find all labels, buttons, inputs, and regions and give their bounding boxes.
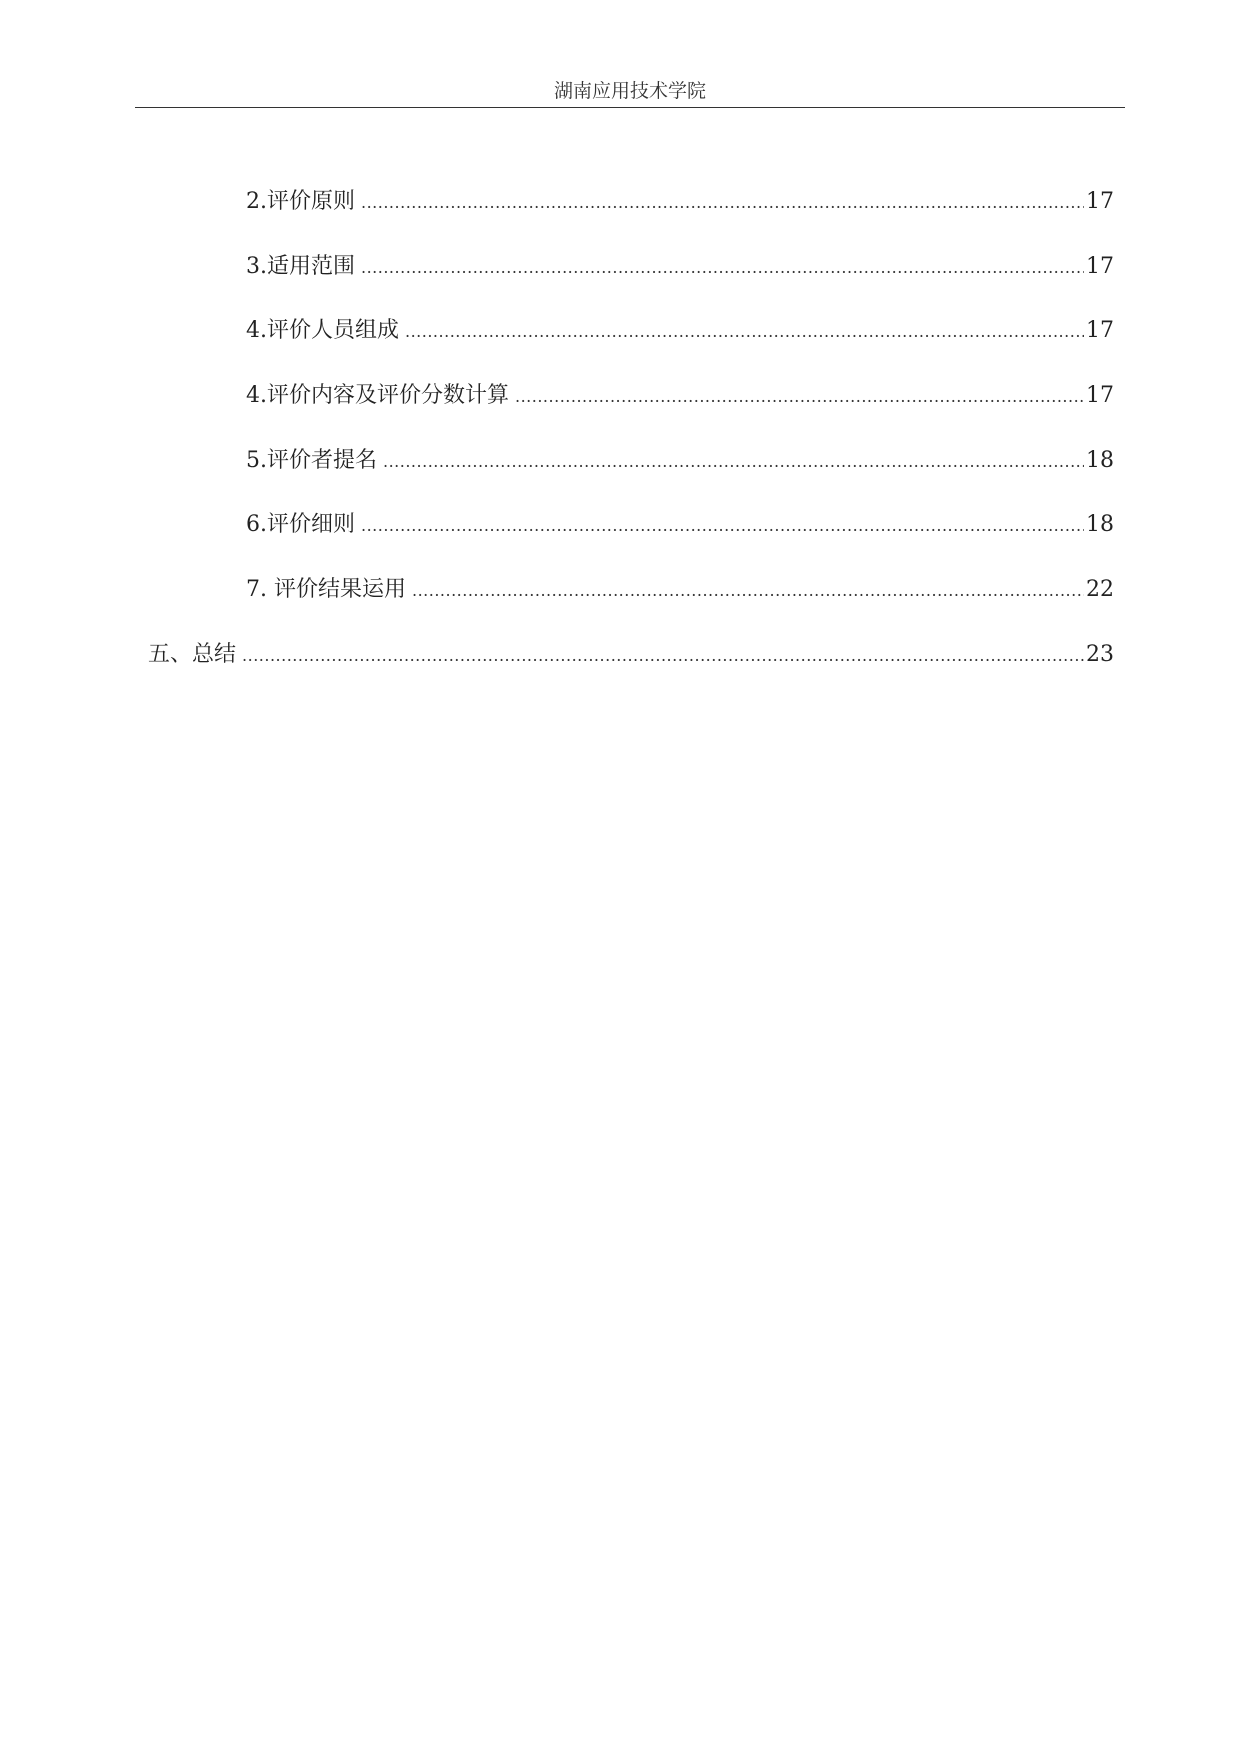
toc-dot-leader: [361, 251, 1084, 285]
toc-entry[interactable]: [246, 444, 1114, 478]
toc-entry-page: 17: [1086, 254, 1114, 279]
toc-entry[interactable]: [246, 250, 1114, 284]
toc-entry-title: 2.评价原则: [246, 189, 355, 214]
toc-dot-leader: [383, 445, 1084, 479]
toc-entry[interactable]: [148, 638, 1114, 672]
toc-entry[interactable]: [246, 573, 1114, 607]
toc-entry[interactable]: [246, 185, 1114, 219]
toc-dot-leader: [361, 186, 1084, 220]
page-header: 湖南应用技术学院: [553, 80, 706, 102]
toc-entry-page: 18: [1086, 512, 1114, 537]
header-divider: [135, 107, 1125, 108]
toc-entry-page: 23: [1086, 642, 1114, 667]
toc-entry-page: 22: [1086, 577, 1114, 602]
toc-entry-title: 五、总结: [148, 642, 237, 667]
toc-entry[interactable]: [246, 508, 1114, 542]
toc-entry-title: 6.评价细则: [246, 512, 355, 537]
toc-entry[interactable]: [246, 379, 1114, 413]
toc-entry[interactable]: [246, 314, 1114, 348]
toc-entry-page: 17: [1086, 189, 1114, 214]
toc-dot-leader: [405, 315, 1084, 349]
toc-entry-title: 5.评价者提名: [246, 448, 377, 473]
toc-entry-page: 17: [1086, 383, 1114, 408]
toc-dot-leader: [242, 639, 1084, 673]
toc-entry-page: 18: [1086, 448, 1114, 473]
toc-entry-title: 3.适用范围: [246, 254, 355, 279]
toc-entry-title: 4.评价内容及评价分数计算: [246, 383, 509, 408]
toc-entry-title: 4.评价人员组成: [246, 318, 399, 343]
toc-dot-leader: [515, 380, 1084, 414]
toc-dot-leader: [412, 574, 1084, 608]
toc-entry-title: 7. 评价结果运用: [246, 577, 406, 602]
toc-dot-leader: [361, 509, 1084, 543]
toc-entry-page: 17: [1086, 318, 1114, 343]
